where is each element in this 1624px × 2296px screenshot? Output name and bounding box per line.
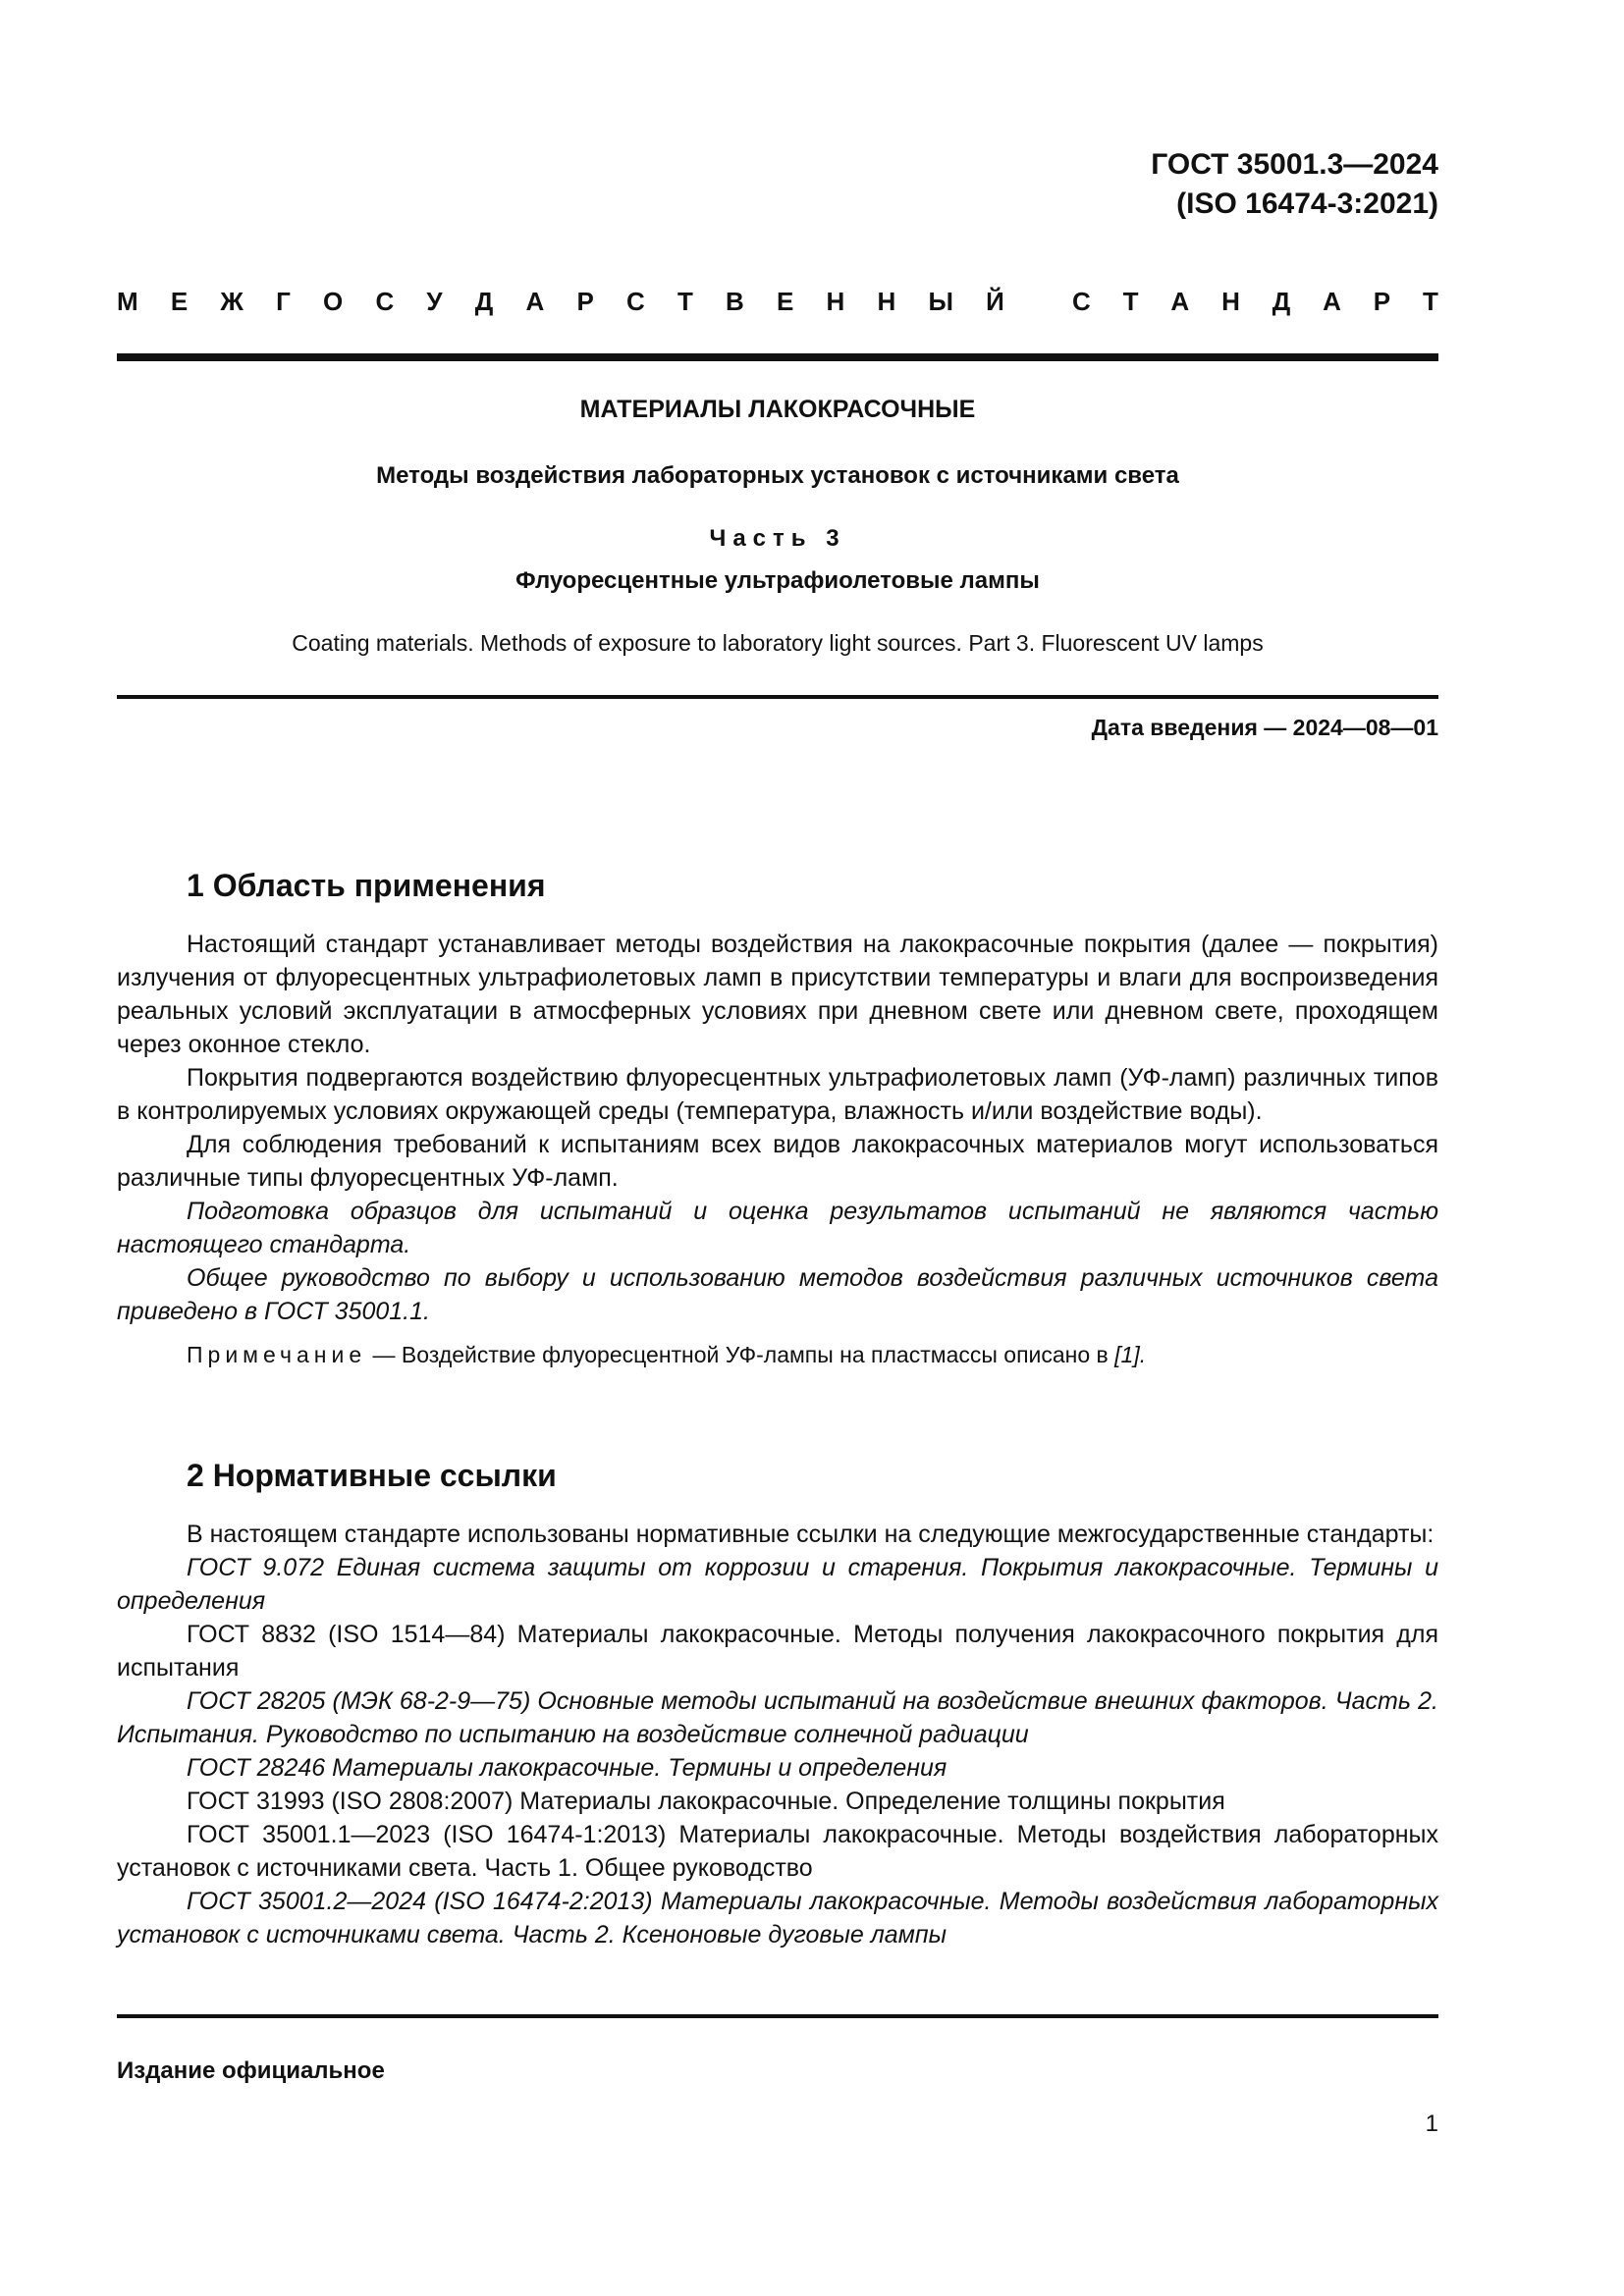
heading-letter: Н [1221,287,1240,316]
reference-list [117,1551,1438,1951]
reference-item: ГОСТ 35001.2—2024 (ISO 16474-2:2013) Материалы лакокрасочные. Методы воздействия лабораторных установок с источниками света. Часть 2. Ксеноновые дуговые лампы [117,1888,1438,1949]
section-2-heading: 2 Нормативные ссылки [187,1458,557,1493]
iso-number: (ISO 16474-3:2021) [1176,187,1438,220]
part-title: Флуоресцентные ультрафиолетовые лампы [515,567,1040,594]
heading-letter: Е [170,287,189,316]
heading-letter: Ж [220,287,244,316]
heading-letter: Й [986,287,1004,316]
heading-letter: Ы [928,287,953,316]
heading-letter: Т [1423,287,1438,316]
english-title: Coating materials. Methods of exposure to laboratory light sources. Part 3. Fluorescent UV lamps [292,630,1264,656]
interstate-standard-heading [117,287,1438,317]
note-reference: [1]. [1114,1342,1147,1367]
heading-letter: Р [1373,287,1391,316]
note [117,1338,1438,1371]
heading-letter: А [1323,287,1341,316]
heading-letter: В [726,287,744,316]
heading-letter: Д [474,287,494,316]
official-edition: Издание официальное [117,2057,385,2084]
paragraph: Общее руководство по выбору и использованию методов воздействия различных источников света приведено в ГОСТ 35001.1. [117,1264,1438,1325]
part-label: Часть 3 [709,525,846,552]
heading-letter: С [375,287,395,316]
paragraph: В настоящем стандарте использованы нормативные ссылки на следующие межгосударственные стандарты: [187,1521,1435,1548]
heading-letter: Т [677,287,693,316]
reference-item: ГОСТ 9.072 Единая система защиты от коррозии и старения. Покрытия лакокрасочные. Термины и определения [117,1554,1438,1615]
title-rule [117,695,1438,699]
heading-letter: А [1170,287,1190,316]
paragraph: Подготовка образцов для испытаний и оценка результатов испытаний не являются частью настоящего стандарта. [117,1198,1438,1258]
page-number: 1 [1425,2110,1438,2137]
note-text: — Воздействие флуоресцентной УФ-лампы на пластмассы описано в [366,1342,1115,1367]
heading-letter: Н [826,287,845,316]
reference-item: ГОСТ 35001.1—2023 (ISO 16474-1:2013) Материалы лакокрасочные. Методы воздействия лабораторных установок с источниками света. Часть 1. Общее руководство [117,1821,1438,1882]
heading-letter: М [117,287,138,316]
section-1-body [117,928,1438,1371]
heading-letter: Е [777,287,794,316]
top-rule [117,353,1438,361]
heading-letter: О [323,287,344,316]
mgs-word-2 [1072,287,1438,317]
heading-letter: С [1072,287,1091,316]
heading-letter: Д [1272,287,1291,316]
title-sub: Методы воздействия лабораторных установок с источниками света [376,462,1179,489]
reference-item: ГОСТ 31993 (ISO 2808:2007) Материалы лакокрасочные. Определение толщины покрытия [187,1788,1225,1815]
paragraph: Для соблюдения требований к испытаниям всех видов лакокрасочных материалов могут использоваться различные типы флуоресцентных УФ-ламп. [117,1131,1438,1192]
reference-item: ГОСТ 8832 (ISO 1514—84) Материалы лакокрасочные. Методы получения лакокрасочного покрытия для испытания [117,1621,1438,1682]
title-main: МАТЕРИАЛЫ ЛАКОКРАСОЧНЫЕ [579,396,976,423]
reference-item: ГОСТ 28246 Материалы лакокрасочные. Термины и определения [187,1754,947,1782]
mgs-word-1 [117,287,1004,317]
note-label: Примечание [187,1342,367,1367]
paragraph: Покрытия подвергаются воздействию флуоресцентных ультрафиолетовых ламп (УФ-ламп) различных типов в контролируемых условиях окружающей среды (температура, влажность и/или воздействие воды). [117,1064,1438,1125]
introduction-date: Дата введения — 2024—08—01 [1091,715,1438,740]
heading-letter: С [626,287,645,316]
standard-designation [1151,145,1438,224]
heading-letter: Г [276,287,291,316]
section-1-heading: 1 Область применения [187,868,546,903]
footer-rule [117,2014,1438,2018]
reference-item: ГОСТ 28205 (МЭК 68-2-9—75) Основные методы испытаний на воздействие внешних факторов. Часть 2. Испытания. Руководство по испытанию на воздействие солнечной радиации [117,1687,1438,1748]
heading-letter: У [426,287,443,316]
section-2-body [117,1518,1438,1951]
heading-letter: Р [576,287,594,316]
paragraph: Настоящий стандарт устанавливает методы воздействия на лакокрасочные покрытия (далее — покрытия) излучения от флуоресцентных ультрафиолетовых ламп в присутствии температуры и влаги для воспроизведения реальных условий эксплуатации в атмосферных условиях при дневном свете или дневном свете, проходящем через оконное стекло. [117,931,1438,1058]
heading-letter: Т [1122,287,1139,316]
heading-letter: Н [877,287,896,316]
gost-number: ГОСТ 35001.3—2024 [1151,148,1438,181]
heading-letter: А [525,287,545,316]
